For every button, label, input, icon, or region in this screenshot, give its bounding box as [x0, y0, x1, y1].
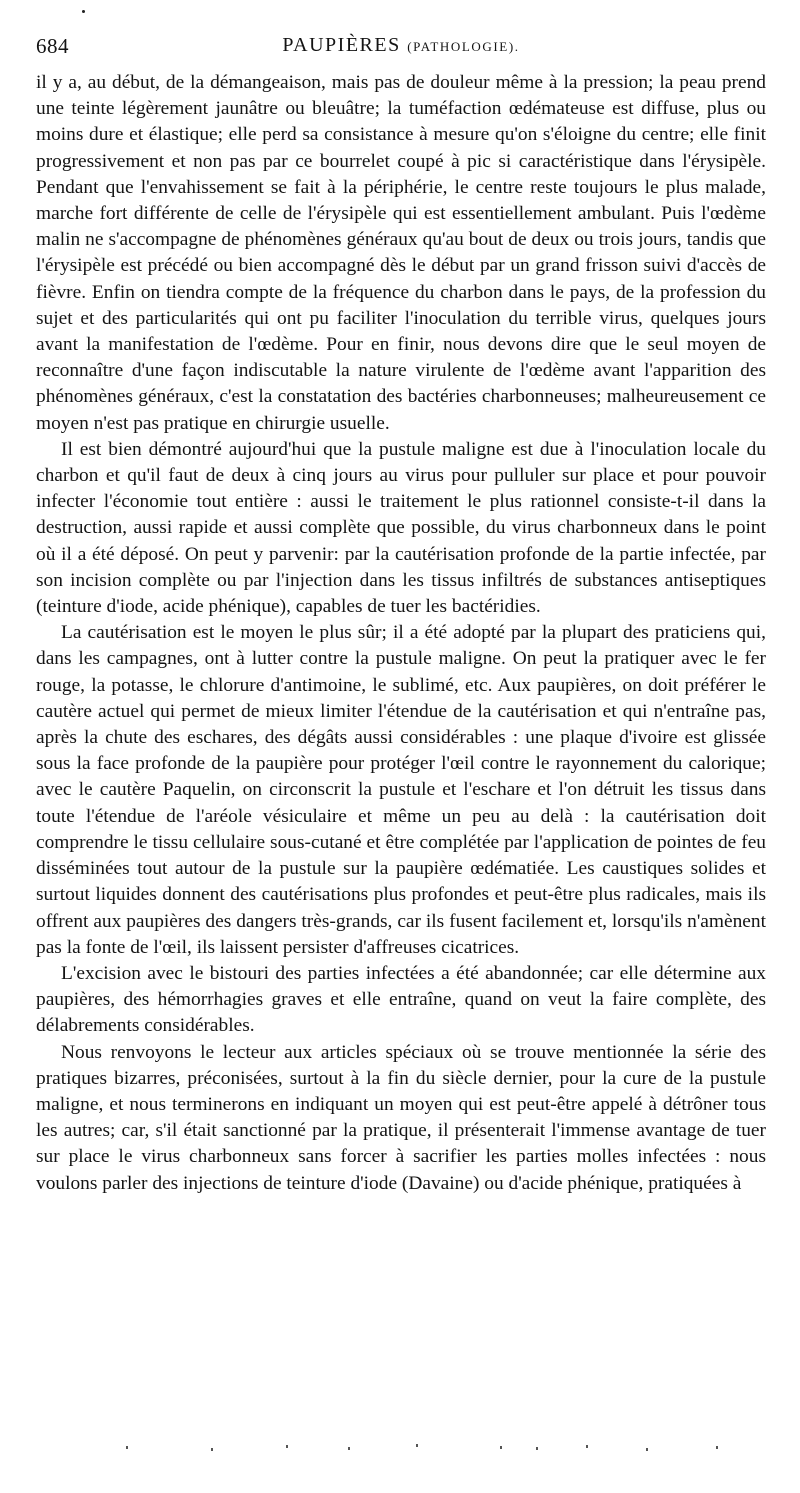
- bleed-through-marks: [116, 1438, 736, 1460]
- header-title: PAUPIÈRES: [282, 34, 401, 56]
- ink-speck: [500, 1446, 502, 1449]
- ink-speck: [348, 1447, 350, 1450]
- ink-speck: [716, 1446, 718, 1449]
- paragraph: L'excision avec le bistouri des parties infectées a été abandonnée; car elle détermine aux paupières, des hémorrhagies graves et elle entraîne, quand on veut la faire complète, des délabrements considérables.: [36, 962, 766, 1037]
- header-subtitle: (PATHOLOGIE).: [407, 39, 520, 54]
- paragraph: Il est bien démontré aujourd'hui que la pustule maligne est due à l'inoculation locale du charbon et qu'il faut de deux à cinq jours au virus pour pulluler sur place et pour pouvoir infecter l'économie tout entière : aussi le traitement le plus rationnel consiste-t-il dans la destruction, aussi rapide et aussi complète que possible, du virus charbonneux dans le point où il a été déposé. On peut y parvenir: par la cautérisation profonde de la partie infectée, par son incision complète ou par l'injection dans les tissus infiltrés de substances antiseptiques (teinture d'iode, acide phénique), capables de tuer les bactéridies.: [36, 438, 766, 618]
- ink-speck: [416, 1444, 418, 1447]
- paragraph: Nous renvoyons le lecteur aux articles spéciaux où se trouve mentionnée la série des pratiques bizarres, préconisées, surtout à la fin du siècle dernier, pour la cure de la pustule maligne, et nous terminerons en indiquant un moyen qui est peut-être appelé à détrôner tous les autres; car, s'il était sanctionné par la pratique, il présenterait l'immense avantage de tuer sur place le virus charbonneux sans forcer à sacrifier les parties molles infectées : nous voulons parler des injections de teinture d'iode (Davaine) ou d'acide phénique, pratiquées à: [36, 1041, 766, 1194]
- ink-speck: [586, 1445, 588, 1448]
- body-text: [36, 70, 766, 1197]
- paragraph-continued: il y a, au début, de la démangeaison, mais pas de douleur même à la pression; la peau prend une teinte légèrement jaunâtre ou bleuâtre; la tuméfaction œdémateuse est diffuse, plus ou moins dure et élastique; elle perd sa consistance à mesure qu'on s'éloigne du centre; elle finit progressivement et non pas par ce bourrelet coupé à pic si caractéristique dans l'érysipèle. Pendant que l'envahissement se fait à la périphérie, le centre reste toujours le plus malade, marche fort différente de celle de l'érysipèle qui est essentiellement ambulant. Puis l'œdème malin ne s'accompagne de phénomènes généraux qu'au bout de deux ou trois jours, tandis que l'érysipèle est précédé ou bien accompagné dès le début par un grand frisson suivi d'accès de fièvre. Enfin on tiendra compte de la fréquence du charbon dans le pays, de la profession du sujet et des particularités qui ont pu faciliter l'inoculation du terrible virus, quelques jours avant la manifestation de l'œdème. Pour en finir, nous devons dire que le seul moyen de reconnaître d'une façon indiscutable la nature virulente de l'œdème avant l'apparition des phénomènes généraux, c'est la constatation des bactéries charbonneuses; malheureusement ce moyen n'est pas pratique en chirurgie usuelle.: [36, 72, 766, 434]
- ink-speck: [536, 1447, 538, 1450]
- ink-speck: [211, 1448, 213, 1451]
- ink-speck: [646, 1448, 648, 1451]
- page-number: 684: [36, 34, 69, 58]
- ink-speck: [126, 1446, 128, 1449]
- running-head: [36, 34, 766, 62]
- ink-speck: [82, 10, 85, 13]
- book-page: [36, 0, 766, 1493]
- paragraph: La cautérisation est le moyen le plus sûr; il a été adopté par la plupart des praticiens qui, dans les campagnes, ont à lutter contre la pustule maligne. On peut la pratiquer avec le fer rouge, la potasse, le chlorure d'antimoine, le sublimé, etc. Aux paupières, on doit préférer le cautère actuel qui permet de mieux limiter l'étendue de la cautérisation et qui n'entraîne pas, après la chute des eschares, des dégâts aussi considérables : une plaque d'ivoire est glissée sous la face profonde de la paupière pour protéger l'œil contre le rayonnement du calorique; avec le cautère Paquelin, on circonscrit la pustule et l'eschare et l'on détruit les tissus dans toute l'étendue de l'aréole vésiculaire et même un peu au delà : la cautérisation doit comprendre le tissu cellulaire sous-cutané et être complétée par l'application de pointes de feu disséminées tout autour de la pustule sur la paupière œdématiée. Les caustiques solides et surtout liquides donnent des cautérisations plus profondes et peut-être plus radicales, mais ils offrent aux paupières des dangers très-grands, car ils fusent facilement et, lorsqu'ils n'amènent pas la fonte de l'œil, ils laissent persister d'affreuses cicatrices.: [36, 622, 766, 958]
- page-header-title: [36, 34, 766, 57]
- ink-speck: [286, 1445, 288, 1448]
